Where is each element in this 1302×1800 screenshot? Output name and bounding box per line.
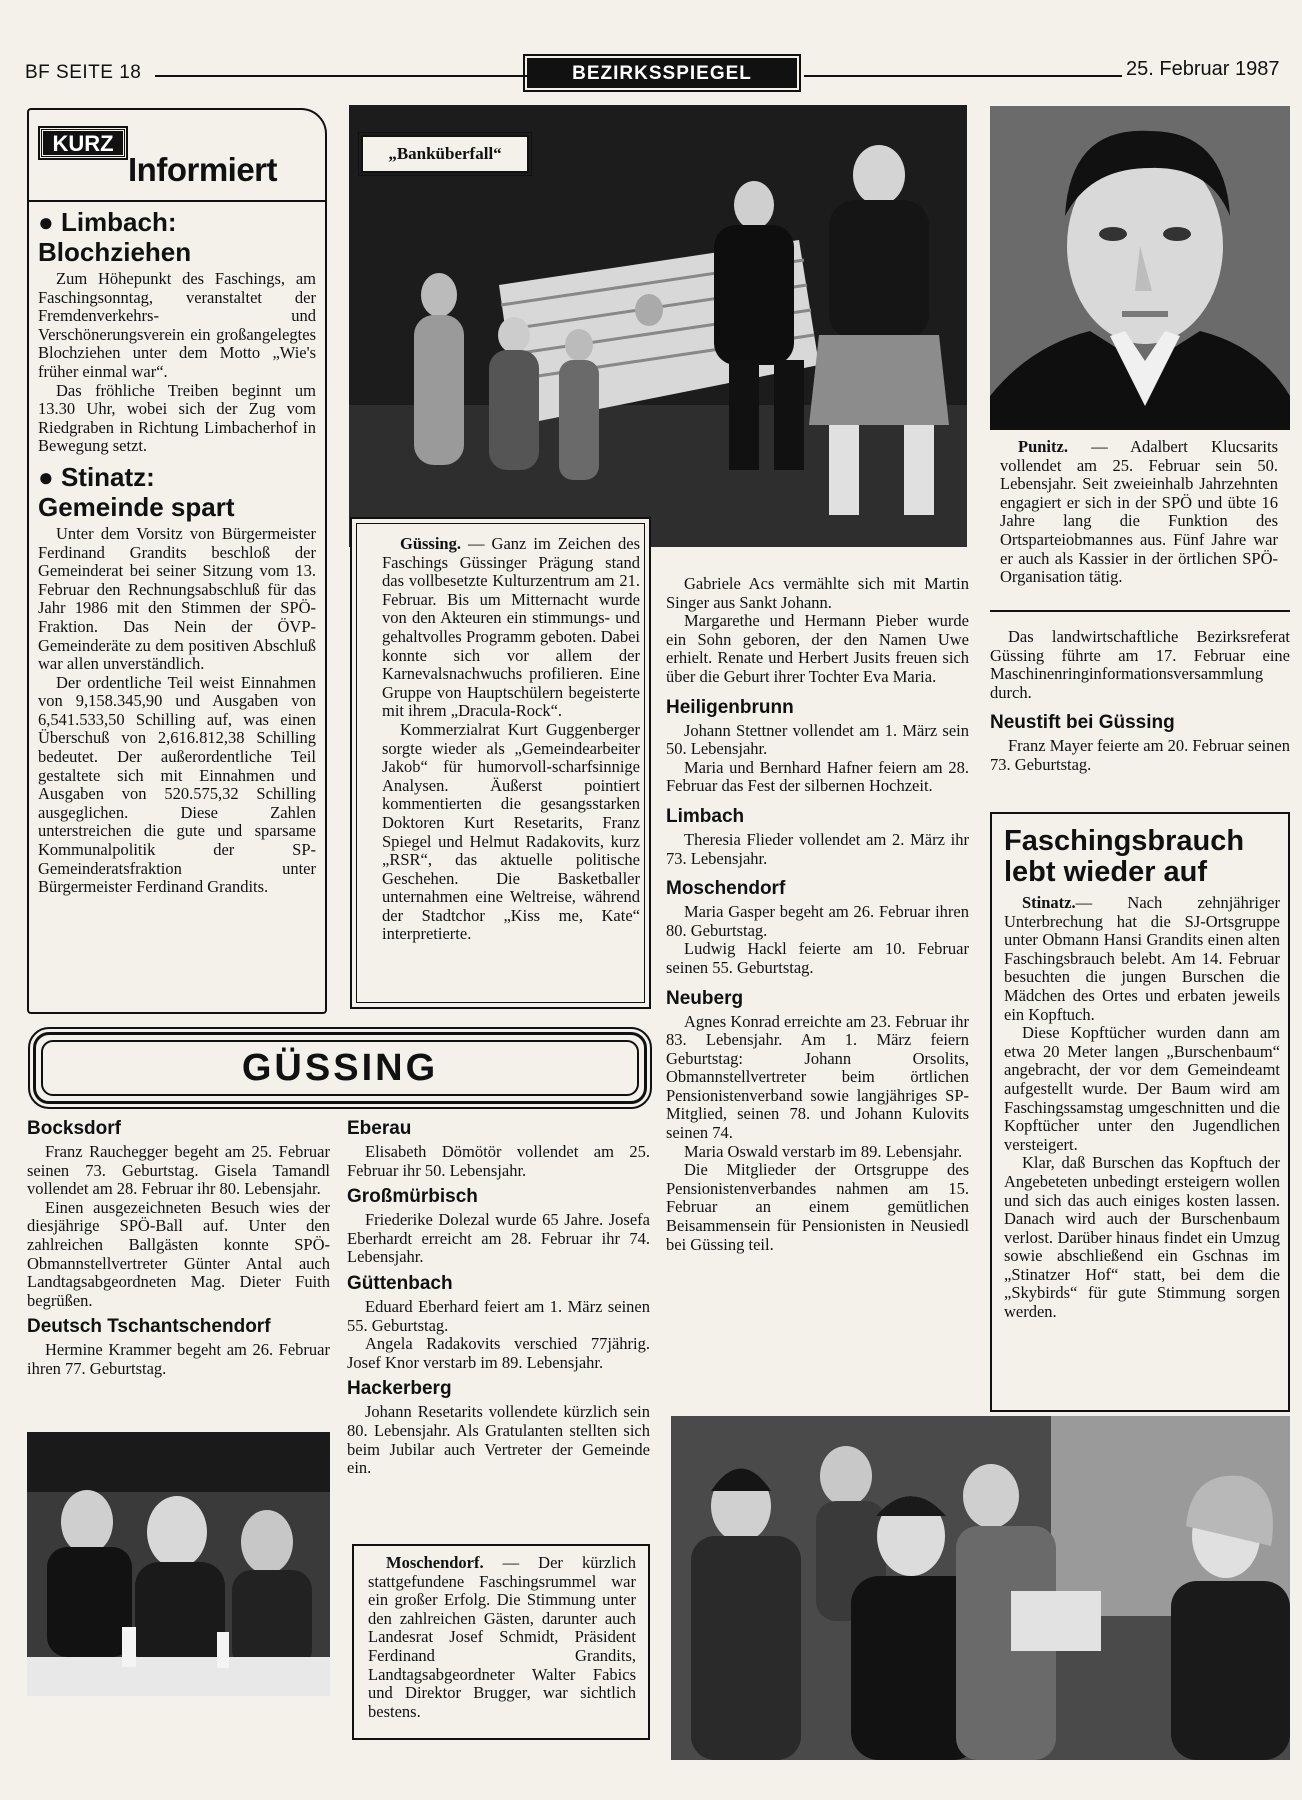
guessing-fasching-text xyxy=(382,535,640,944)
middle-column xyxy=(666,575,969,1254)
grossmuerbisch-heading: Großmürbisch xyxy=(347,1186,478,1208)
punitz-portrait-photo xyxy=(990,106,1290,430)
limbach-entry-1: Theresia Flieder vollendet am 2. März ihr 73. Lebensjahr. xyxy=(666,829,969,868)
stinatz-heading xyxy=(38,462,316,522)
faschingsbrauch-title-2: lebt wieder auf xyxy=(1004,856,1208,888)
kurz-badge-text: KURZ xyxy=(52,131,114,156)
faschingsbrauch-title xyxy=(1004,826,1244,888)
bocksdorf-heading: Bocksdorf xyxy=(27,1118,121,1139)
punitz-body: — Adalbert Klucsarits vollendet am 25. Februar sein 50. Lebensjahr. Seit zweieinhalb Jahrzehnten engagiert er sich in der SPÖ und übte 16 Jahre lang die Funktion des Ortsparteiobmannes aus. Fünf Jahre war er auch als Kassier in der örtlichen SPÖ-Organisation tätig. xyxy=(1000,437,1279,587)
stinatz-p2: Der ordentliche Teil weist Einnahmen von 9,158.345,90 und Ausgaben von 6,541.533,50 Schilling auf, was einen Überschuß von 2,616.812,38 Schilling bedeutet. Der außerordentliche Teil gestaltete sich mit Einnahmen und Ausgaben von 520.575,32 Schilling ausgeglichen. Diese Zahlen unterstreichen die gute und sparsame Kommunalpolitik der SP-Gemeinderatsfraktion unter Bürgermeister Ferdinand Grandits. xyxy=(38,672,316,897)
fasching-p2: Diese Kopftücher wurden dann am etwa 20 Meter langen „Burschenbaum“ angebracht, der vor dem Gemeindeamt aufgestellt wurde. Der Baum wird am Faschingssamstag umgeschnitten und die Kopftücher unter den Jugendlichen versteigert. xyxy=(1004,1023,1280,1154)
neuberg-heading: Neuberg xyxy=(666,987,744,1009)
fasching-lead: Stinatz. xyxy=(1022,893,1076,912)
heiligenbrunn-entry-1: Johann Stettner vollendet am 1. März sein 50. Lebensjahr. xyxy=(666,720,969,759)
neuberg-entry-2: Maria Oswald verstarb im 89. Lebensjahr. xyxy=(684,1141,963,1161)
moschendorf-box-lead: Moschendorf. xyxy=(386,1553,484,1572)
kurz-header-rule xyxy=(27,200,327,202)
eberau-entry: Elisabeth Dömötör vollendet am 25. Februar ihr 50. Lebensjahr. xyxy=(347,1142,650,1180)
bullet-icon: ● xyxy=(38,207,54,237)
neuberg-entry-3: Die Mitglieder der Ortsgruppe des Pensionistenverbandes nahmen am 15. Februar an einem gemütlichen Beisammensein für Pensionisten in Neusiedl bei Güssing teil. xyxy=(666,1160,969,1254)
kurz-badge xyxy=(40,128,126,158)
limbach-text xyxy=(38,270,316,456)
hackerberg-heading: Hackerberg xyxy=(347,1378,452,1400)
limbach-heading-1: Limbach: xyxy=(60,207,177,237)
stinatz-text xyxy=(38,525,316,897)
faschingsbrauch-box xyxy=(990,812,1290,1412)
neustift-entry: Franz Mayer feierte am 20. Februar seinen 73. Geburtstag. xyxy=(990,736,1290,774)
header-rule-right xyxy=(804,75,1122,77)
informiert-title: Informiert xyxy=(128,151,278,188)
neustift-heading: Neustift bei Güssing xyxy=(990,712,1175,734)
bank-robbery-caption-box xyxy=(361,135,529,173)
moschendorf-box xyxy=(352,1544,650,1740)
punitz-divider xyxy=(990,610,1290,612)
hackerberg-entry: Johann Resetarits vollendete kürzlich sein 80. Lebensjahr. Als Gratulanten stellten sich beim Jubilar auch Vertreter der Gemeinde ein. xyxy=(347,1402,650,1478)
stinatz-heading-2: Gemeinde spart xyxy=(38,491,235,522)
moschendorf-box-text xyxy=(368,1554,636,1721)
section-title xyxy=(527,58,797,88)
right-column-text xyxy=(990,628,1290,775)
eberau-heading: Eberau xyxy=(347,1118,412,1139)
left-bottom-column xyxy=(27,1112,330,1379)
stinatz-youth-photo xyxy=(671,1416,1290,1760)
guettenbach-entry-1: Eduard Eberhard feiert am 1. März seinen 55. Geburtstag. xyxy=(347,1296,650,1335)
agri-referat: Das landwirtschaftliche Bezirksreferat Güssing führte am 17. Februar eine Maschinenringinformationsversammlung durch. xyxy=(990,627,1290,702)
fasching-p3: Klar, daß Burschen das Kopftuch der Angebeteten unbedingt ersteigern wollen und sich das auch einiges kosten lassen. Danach wird auch der Burschenbaum verlost. Darüber hinaus findet ein Umzug sowie abschließend ein Gschnas im „Stinatzer Hof“ statt, bei dem die „Skybirds“ für gute Stimmung sorgen werden. xyxy=(1004,1153,1280,1322)
moschendorf-entry-1: Maria Gasper begeht am 26. Februar ihren 80. Geburtstag. xyxy=(666,902,969,940)
fasching-p1: — Nach zehnjähriger Unterbrechung hat die SJ-Ortsgruppe unter Obmann Hansi Grandits einen alten Faschingsbrauch belebt. Am 14. Februar besuchten die jungen Burschen die Mädchen des Ortes und erbaten jeweils ein Kopftuch. xyxy=(1004,893,1280,1024)
stinatz-youth-illustration xyxy=(671,1416,1290,1760)
portrait-illustration xyxy=(990,106,1290,430)
page-label: BF SEITE 18 xyxy=(25,62,142,83)
kurz-content xyxy=(38,207,316,897)
guessing-p1: — Ganz im Zeichen des Faschings Güssinger Prägung stand das vollbesetzte Kulturzentrum am 21. Februar. Bis um Mitternacht wurde von den Akteuren ein stimmungs- und gehaltvolles Programm geboten. Dabei konnte sich vor allem der Karnevalsnachwuchs profilieren. Eine Gruppe von Hauptschülern begeisterte mit ihrem „Dracula-Rock“. xyxy=(382,534,641,721)
limbach-p2: Das fröhliche Treiben beginnt um 13.30 Uhr, wobei sich der Zug vom Riedgraben in Richtung Limbacherhof in Bewegung setzt. xyxy=(38,380,316,456)
grossmuerbisch-entry: Friederike Dolezal wurde 65 Jahre. Josefa Eberhardt erreicht am 28. Februar ihr 74. Lebensjahr. xyxy=(347,1210,650,1267)
moschendorf-heading: Moschendorf xyxy=(666,878,786,900)
tschantschendorf-heading: Deutsch Tschantschendorf xyxy=(27,1316,271,1338)
stinatz-p1: Unter dem Vorsitz von Bürgermeister Ferdinand Grandits beschloß der Gemeinderat bei seiner Sitzung vom 13. Februar den Rechnungsabschluß für das Jahr 1986 mit den Stimmen der SPÖ-Fraktion. Das Nein der ÖVP-Gemeinderäte zu dem positiven Abschluß war allen unverständlich. xyxy=(38,523,316,674)
guettenbach-entry-2: Angela Radakovits verschied 77jährig. Josef Knor verstarb im 89. Lebensjahr. xyxy=(347,1334,650,1372)
limbach-p1: Zum Höhepunkt des Faschings, am Faschingsonntag, veranstaltet der Fremdenverkehrs- und Verschönerungsverein ein großangelegtes Blochziehen unter dem Motto „Wie's früher einmal war“. xyxy=(38,269,316,381)
bocksdorf-entry-2: Einen ausgezeichneten Besuch wies der diesjährige SPÖ-Ball auf. Unter den zahlreichen Ballgästen konnte SPÖ-Obmannstellvertreter Günter Antal auch Landtagsabgeordneten Mag. Dieter Fuith begrüßen. xyxy=(27,1197,330,1310)
moschendorf-entry-2: Ludwig Hackl feierte am 10. Februar seinen 55. Geburtstag. xyxy=(666,939,969,977)
guessing-banner-text: GÜSSING xyxy=(241,1047,439,1089)
limbach-heading xyxy=(38,207,316,267)
limbach-place-heading: Limbach xyxy=(666,805,745,827)
stinatz-heading-1: Stinatz: xyxy=(60,461,155,492)
ball-guests-illustration xyxy=(27,1432,330,1696)
mid-bottom-column xyxy=(347,1112,650,1478)
heiligenbrunn-heading: Heiligenbrunn xyxy=(666,696,794,718)
punitz-text xyxy=(1000,438,1278,587)
guessing-banner xyxy=(33,1032,647,1104)
issue-date: 25. Februar 1987 xyxy=(1126,58,1280,80)
pieber-birth: Margarethe und Hermann Pieber wurde ein Sohn geboren, der den Namen Uwe erhielt. Renate und Herbert Jusits freuen sich über die Geburt ihrer Tochter Eva Maria. xyxy=(666,611,969,686)
guessing-lead: Güssing. xyxy=(400,534,461,553)
bank-robbery-caption: „Banküberfall“ xyxy=(388,144,502,163)
bullet-icon: ● xyxy=(38,461,54,492)
header-rule-left xyxy=(155,75,527,77)
section-title-text: BEZIRKSSPIEGEL xyxy=(572,63,752,84)
ball-guests-photo xyxy=(27,1432,330,1696)
neuberg-entry-1: Agnes Konrad erreichte am 23. Februar ihr 83. Lebensjahr. Am 1. März feiern Geburtstag: Johann Orsolits, Obmannstellvertreter beim örtlichen Pensionistenverband sowie langjähriges SP-Mitglied, seinen 78. und Johann Kulovits seinen 74. xyxy=(666,1011,969,1143)
heiligenbrunn-entry-2: Maria und Bernhard Hafner feiern am 28. Februar das Fest der silbernen Hochzeit. xyxy=(666,757,969,796)
tschantschendorf-entry-1: Hermine Krammer begeht am 26. Februar ihren 77. Geburtstag. xyxy=(27,1340,330,1378)
guessing-p2: Kommerzialrat Kurt Guggenberger sorgte wieder als „Gemeindearbeiter Jakob“ für humorvoll-scharfsinnige Analysen. Äußerst pointiert kommentierten die gesangsstarken Doktoren Kurt Resetarits, Franz Spiegel und Helmut Radakovits, kurz „RSR“, das aktuelle politische Geschehen. Die Basketballer unternahmen eine Weltreise, während der Stadtchor „Kiss me, Kate“ interpretierte. xyxy=(382,719,640,944)
guessing-fasching-box xyxy=(350,517,651,1009)
faschingsbrauch-title-1: Faschingsbrauch xyxy=(1004,825,1245,857)
bocksdorf-entry-1: Franz Rauchegger begeht am 25. Februar seinen 73. Geburtstag. Gisela Tamandl vollendet am 28. Februar ihr 80. Lebensjahr. xyxy=(27,1142,330,1199)
limbach-heading-2: Blochziehen xyxy=(38,237,192,267)
guettenbach-heading: Güttenbach xyxy=(347,1272,453,1294)
punitz-lead: Punitz. xyxy=(1018,437,1068,456)
acs-wedding: Gabriele Acs vermählte sich mit Martin Singer aus Sankt Johann. xyxy=(666,574,969,612)
moschendorf-box-body: — Der kürzlich stattgefundene Faschingsrummel war ein großer Erfolg. Die Stimmung unter den zahlreichen Gästen, darunter auch Landesrat Josef Schmidt, Präsident Ferdinand Grandits, Landtagsabgeordneter Walter Fabics und Direktor Brugger, war sichtlich bestens. xyxy=(368,1553,637,1721)
faschingsbrauch-text xyxy=(1004,894,1280,1322)
